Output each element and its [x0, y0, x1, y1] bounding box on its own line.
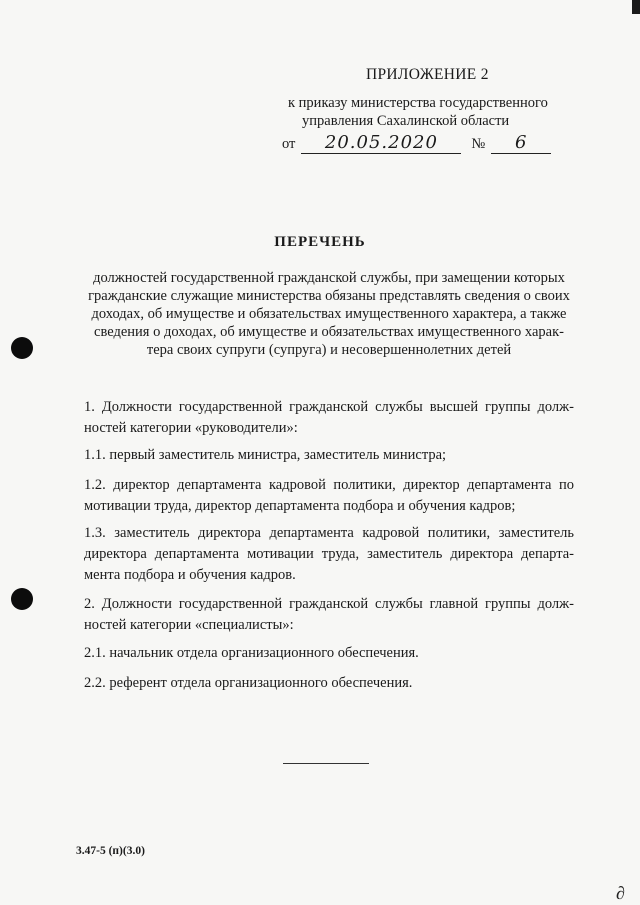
subtitle-line: тера своих супруги (супруга) и несовершеннолетних детей — [146, 342, 512, 358]
subtitle-line: доходах, об имуществе и обязательствах имущественного характера, а также — [91, 306, 567, 322]
order-date-field — [301, 132, 461, 154]
list-item-1-3: 1.3. заместитель директора департамента кадровой политики, заместитель директора департамента мотивации труда, заместитель директора департа-мента подбора и обучения кадров. — [84, 525, 574, 583]
order-number-handwritten: 6 — [515, 132, 528, 153]
punch-hole-top — [11, 337, 33, 359]
order-date-number-line — [282, 132, 551, 154]
order-reference-line2: управления Сахалинской области — [302, 113, 510, 129]
list-heading: ПЕРЕЧЕНЬ — [274, 234, 366, 250]
form-code: 3.47-5 (п)(3.0) — [76, 845, 145, 857]
subtitle-line: гражданские служащие министерства обязаны представлять сведения о своих — [88, 288, 570, 304]
appendix-title: ПРИЛОЖЕНИЕ 2 — [366, 66, 489, 83]
list-item-1-2: 1.2. директор департамента кадровой политики, директор департамента по мотивации труда, директор департамента подбора и обучения кадров; — [84, 477, 574, 514]
order-date-handwritten: 20.05.2020 — [324, 132, 438, 153]
list-item-2-2: 2.2. референт отдела организационного обеспечения. — [84, 675, 413, 691]
order-reference-line1: к приказу министерства государственного — [288, 95, 548, 111]
subtitle-line: сведения о доходах, об имуществе и обязательствах имущественного харак- — [94, 324, 564, 340]
list-item-2-1: 2.1. начальник отдела организационного обеспечения. — [84, 645, 419, 661]
list-item-1-1: 1.1. первый заместитель министра, заместитель министра; — [84, 447, 447, 463]
number-label: № — [471, 136, 486, 152]
end-separator-line — [283, 763, 369, 764]
section-2-heading: 2. Должности государственной гражданской службы главной группы долж-ностей категории «специалисты»: — [84, 596, 574, 633]
corner-scan-mark: ∂ — [616, 883, 625, 903]
subtitle-line: должностей государственной гражданской службы, при замещении которых — [93, 270, 565, 286]
scan-edge-mark — [632, 0, 640, 14]
order-number-field — [491, 132, 551, 154]
list-subtitle — [84, 269, 574, 359]
from-label: от — [282, 136, 296, 152]
section-1-heading: 1. Должности государственной гражданской службы высшей группы долж-ностей категории «руководители»: — [84, 399, 574, 436]
punch-hole-bottom — [11, 588, 33, 610]
